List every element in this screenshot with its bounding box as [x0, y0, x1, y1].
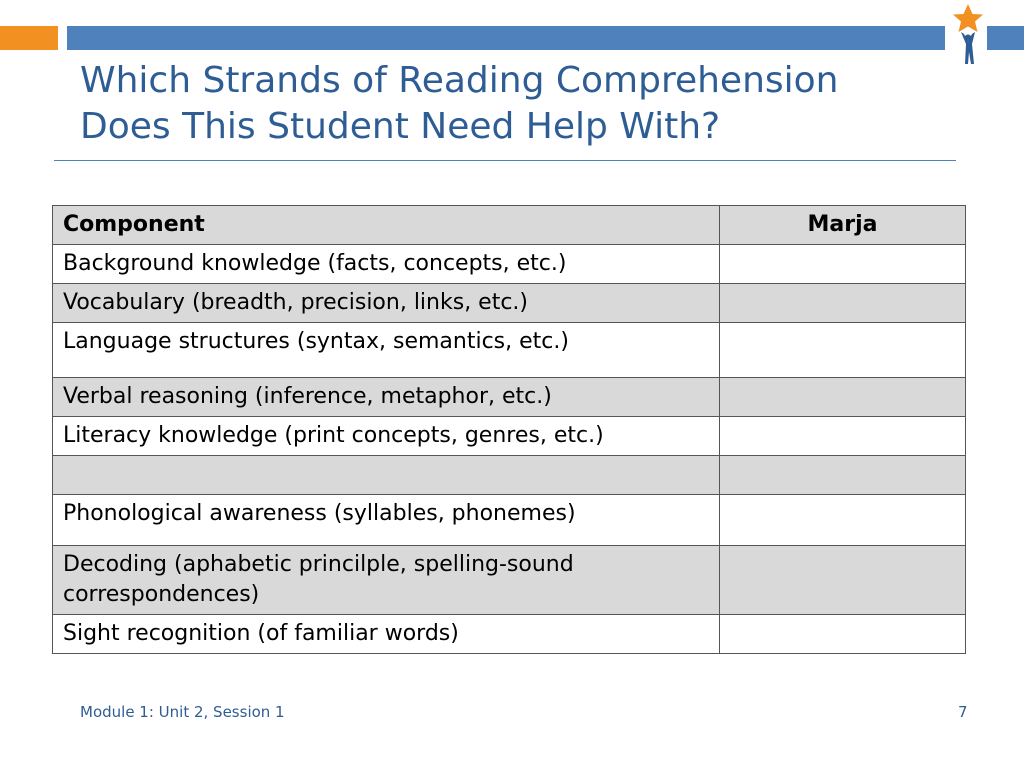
components-table	[52, 205, 966, 654]
header-accent-blue	[67, 26, 945, 50]
table-row	[53, 417, 966, 456]
marja-cell	[720, 378, 966, 417]
component-cell: Language structures (syntax, semantics, etc.)	[53, 323, 720, 378]
table-header-row	[53, 206, 966, 245]
marja-cell	[720, 323, 966, 378]
table-row	[53, 456, 966, 495]
component-cell: Vocabulary (breadth, precision, links, etc.)	[53, 284, 720, 323]
header-marja: Marja	[720, 206, 966, 245]
component-cell: Literacy knowledge (print concepts, genres, etc.)	[53, 417, 720, 456]
marja-cell	[720, 417, 966, 456]
page-number: 7	[958, 703, 968, 721]
table-row	[53, 378, 966, 417]
table-row	[53, 495, 966, 546]
footer-module-label: Module 1: Unit 2, Session 1	[80, 703, 285, 721]
marja-cell	[720, 284, 966, 323]
marja-cell	[720, 495, 966, 546]
component-cell: Sight recognition (of familiar words)	[53, 615, 720, 654]
marja-cell	[720, 546, 966, 615]
component-cell	[53, 456, 720, 495]
slide-title	[80, 58, 940, 150]
table-row	[53, 546, 966, 615]
component-cell: Decoding (aphabetic princilple, spelling-sound correspondences)	[53, 546, 720, 615]
header-accent-orange	[0, 26, 58, 50]
component-cell: Verbal reasoning (inference, metaphor, etc.)	[53, 378, 720, 417]
table-row	[53, 284, 966, 323]
table-row	[53, 323, 966, 378]
component-cell: Phonological awareness (syllables, phonemes)	[53, 495, 720, 546]
marja-cell	[720, 615, 966, 654]
marja-cell	[720, 456, 966, 495]
header-accent-blue-right	[987, 26, 1024, 50]
marja-cell	[720, 245, 966, 284]
table-row	[53, 245, 966, 284]
table-row	[53, 615, 966, 654]
title-line-2: Does This Student Need Help With?	[80, 106, 721, 147]
title-line-1: Which Strands of Reading Comprehension	[80, 60, 839, 101]
component-cell: Background knowledge (facts, concepts, etc.)	[53, 245, 720, 284]
star-figure-logo-icon	[948, 2, 988, 80]
title-divider	[54, 160, 956, 161]
header-component: Component	[53, 206, 720, 245]
